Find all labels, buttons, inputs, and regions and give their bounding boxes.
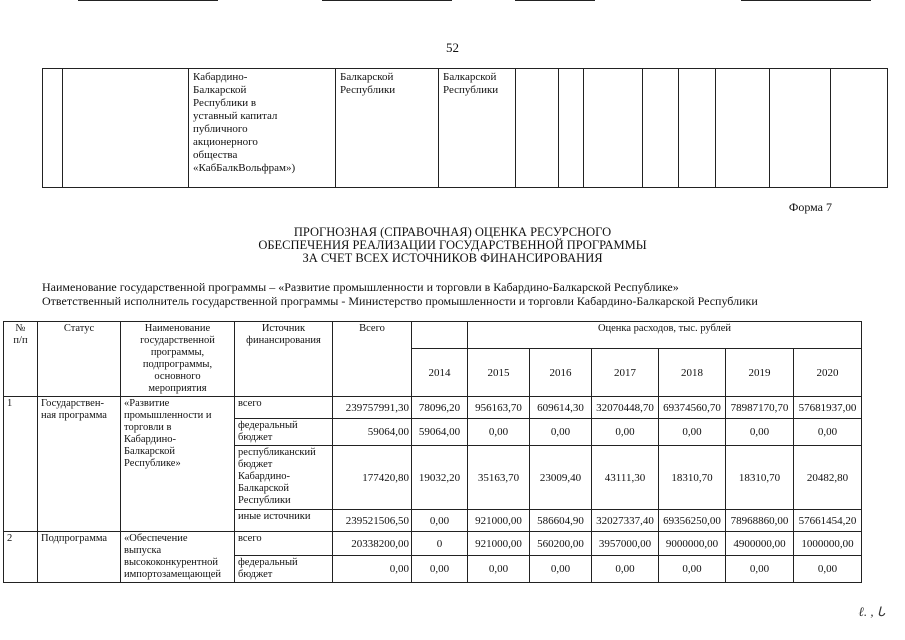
cell-value: 3957000,00 — [592, 532, 659, 556]
cont-cell-responsible — [336, 69, 439, 188]
cell-source: всего — [235, 397, 333, 419]
cell-value: 78968860,00 — [726, 510, 794, 532]
document-title — [0, 226, 905, 265]
cont-cell-empty — [770, 69, 831, 188]
cell-value: 956163,70 — [468, 397, 530, 419]
table-row — [4, 397, 862, 419]
header-total: Всего — [333, 322, 412, 397]
cell-value: 78987170,70 — [726, 397, 794, 419]
cell-num: 1 — [4, 397, 38, 532]
cell-source: республиканский бюджет Кабардино- Балкарской Республики — [235, 446, 333, 510]
cell-value: 0,00 — [592, 419, 659, 446]
cell-value: 57681937,00 — [794, 397, 862, 419]
cell-source: иные источники — [235, 510, 333, 532]
continuation-row — [43, 69, 888, 188]
cell-value: 69356250,00 — [659, 510, 726, 532]
cell-value: 32027337,40 — [592, 510, 659, 532]
title-line: ОБЕСПЕЧЕНИЯ РЕАЛИЗАЦИИ ГОСУДАРСТВЕННОЙ ПРОГРАММЫ — [258, 238, 647, 252]
cell-value: 0,00 — [530, 556, 592, 583]
title-line: ЗА СЧЕТ ВСЕХ ИСТОЧНИКОВ ФИНАНСИРОВАНИЯ — [302, 251, 603, 265]
year-header: 2015 — [468, 349, 530, 397]
page-number: 52 — [446, 40, 459, 55]
cell-value: 921000,00 — [468, 510, 530, 532]
executor-line: Ответственный исполнитель государственной программы - Министерство промышленности и торговли Кабардино-Балкарской Республики — [42, 294, 758, 308]
cell-value: 0,00 — [794, 419, 862, 446]
cell-value: 0,00 — [659, 419, 726, 446]
year-header: 2017 — [592, 349, 659, 397]
cell-value: 35163,70 — [468, 446, 530, 510]
cell-value: 69374560,70 — [659, 397, 726, 419]
top-rule-3 — [515, 0, 595, 1]
cell-status: Подпрограмма — [38, 532, 121, 583]
cell-total: 177420,80 — [333, 446, 412, 510]
cont-cell-participant — [439, 69, 516, 188]
header-num: № п/п — [4, 322, 38, 397]
cell-value: 0,00 — [659, 556, 726, 583]
cell-value: 59064,00 — [412, 419, 468, 446]
cell-total: 59064,00 — [333, 419, 412, 446]
cell-value: 18310,70 — [659, 446, 726, 510]
handwritten-signature: ℓ. , ᒐ — [858, 604, 885, 619]
cell-name: «Обеспечение выпуска высококонкурентной импортозамещающей — [121, 532, 235, 583]
cell-value: 0,00 — [530, 419, 592, 446]
cell-value: 9000000,00 — [659, 532, 726, 556]
cell-total: 239521506,50 — [333, 510, 412, 532]
cell-value: 18310,70 — [726, 446, 794, 510]
cont-cell-empty — [516, 69, 559, 188]
cell-value: 0,00 — [794, 556, 862, 583]
cell-value: 19032,20 — [412, 446, 468, 510]
cell-total: 239757991,30 — [333, 397, 412, 419]
header-empty — [412, 322, 468, 349]
cell-value: 609614,30 — [530, 397, 592, 419]
year-header: 2014 — [412, 349, 468, 397]
cell-value: 57661454,20 — [794, 510, 862, 532]
cell-value: 1000000,00 — [794, 532, 862, 556]
cont-responsible: Балкарской Республики — [340, 71, 396, 96]
header-source: Источник финансирования — [235, 322, 333, 397]
cell-num: 2 — [4, 532, 38, 583]
year-header: 2019 — [726, 349, 794, 397]
cont-cell-empty — [831, 69, 888, 188]
cell-total: 20338200,00 — [333, 532, 412, 556]
cell-value: 0,00 — [468, 419, 530, 446]
header-estimate: Оценка расходов, тыс. рублей — [468, 322, 862, 349]
cell-source: федеральный бюджет — [235, 556, 333, 583]
year-header: 2018 — [659, 349, 726, 397]
cell-value: 0,00 — [468, 556, 530, 583]
cell-value: 23009,40 — [530, 446, 592, 510]
cont-cell-name — [189, 69, 336, 188]
cont-cell-empty — [584, 69, 643, 188]
cell-value: 0,00 — [412, 556, 468, 583]
cell-value: 4900000,00 — [726, 532, 794, 556]
continuation-table — [42, 68, 888, 188]
cell-source: федеральный бюджет — [235, 419, 333, 446]
cell-value: 78096,20 — [412, 397, 468, 419]
cell-status: Государствен- ная программа — [38, 397, 121, 532]
header-row — [4, 322, 862, 349]
cell-value: 0,00 — [726, 419, 794, 446]
top-rule-2 — [322, 0, 452, 1]
cell-value: 43111,30 — [592, 446, 659, 510]
cell-name: «Развитие промышленности и торговли в Кабардино- Балкарской Республике» — [121, 397, 235, 532]
cont-cell-empty — [679, 69, 716, 188]
cont-cell-empty — [559, 69, 584, 188]
cont-cell-status — [63, 69, 189, 188]
top-rule-1 — [78, 0, 218, 1]
cell-value: 0,00 — [726, 556, 794, 583]
cell-value: 560200,00 — [530, 532, 592, 556]
cont-cell-num — [43, 69, 63, 188]
cell-value: 0,00 — [592, 556, 659, 583]
cont-participant: Балкарской Республики — [443, 71, 499, 96]
cell-value: 20482,80 — [794, 446, 862, 510]
table-row — [4, 532, 862, 556]
form-label: Форма 7 — [788, 200, 832, 214]
cell-value: 921000,00 — [468, 532, 530, 556]
cell-value: 586604,90 — [530, 510, 592, 532]
top-rule-4 — [741, 0, 871, 1]
title-line: ПРОГНОЗНАЯ (СПРАВОЧНАЯ) ОЦЕНКА РЕСУРСНОГО — [293, 225, 612, 239]
cont-program-name: Кабардино- Балкарской Республики в уставный капитал публичного акционерного общества «КабБалкВольфрам») — [193, 71, 296, 174]
header-name: Наименование государственной программы, подпрограммы, основного мероприятия — [121, 322, 235, 397]
resource-table — [3, 321, 862, 583]
cell-value: 0 — [412, 532, 468, 556]
cont-cell-empty — [716, 69, 770, 188]
cont-cell-empty — [643, 69, 679, 188]
year-header: 2020 — [794, 349, 862, 397]
year-header: 2016 — [530, 349, 592, 397]
header-status: Статус — [38, 322, 121, 397]
cell-total: 0,00 — [333, 556, 412, 583]
cell-source: всего — [235, 532, 333, 556]
program-name-line: Наименование государственной программы – «Развитие промышленности и торговли в Кабардино-Балкарской Республике» — [42, 280, 679, 294]
cell-value: 32070448,70 — [592, 397, 659, 419]
cell-value: 0,00 — [412, 510, 468, 532]
